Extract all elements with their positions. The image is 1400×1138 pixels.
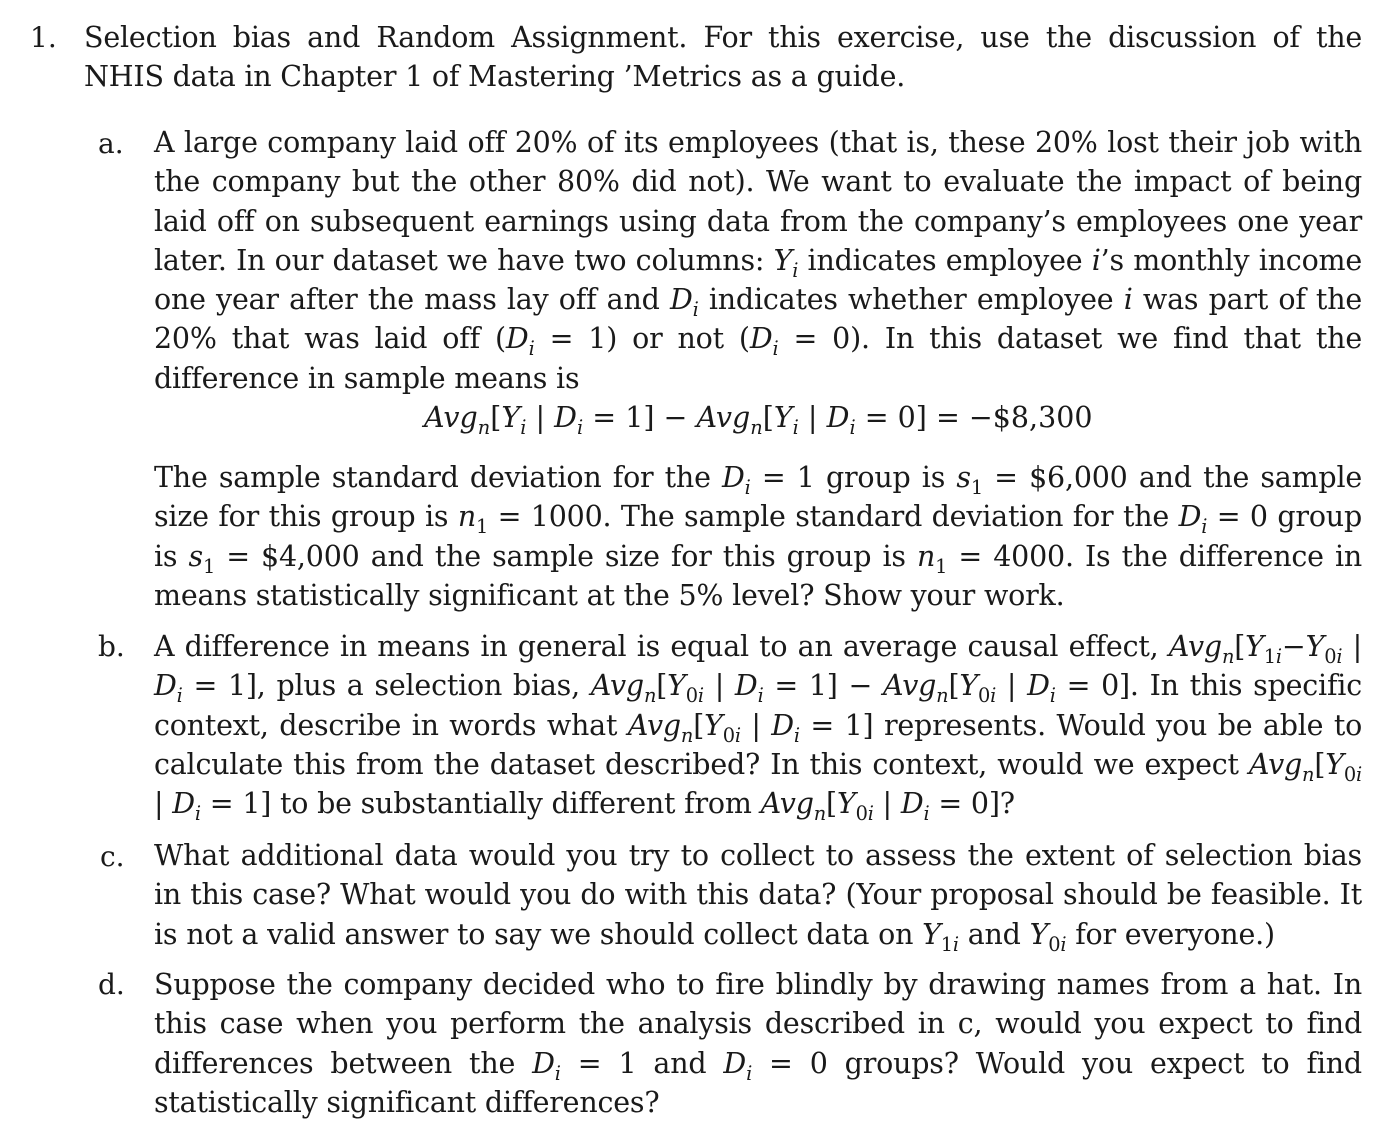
problem-number: 1.: [30, 21, 57, 54]
n2-value: 4000: [993, 539, 1065, 573]
problem-intro-text: For this exercise, use the discussion of the NHIS data in Chapter 1 of Mastering ’Metrics as a guide.: [84, 21, 1363, 94]
part-a-label: a.: [98, 127, 124, 160]
part-b-text: A difference in means in general is equal to an average causal effect, $Avg_n[Y_{1i}-Y_{0i}$ | $D_i = 1$], plus a selection bias, $Avg_n[Y_{0i}$ | $D_i = 1] - Avg_n[Y_{0i}$ | $D_i = 0$]. In this specific context, describe in words what $Avg_n[Y_{0i}$ | $D_i = 1$] represents. Would you be able to calculate this from the dataset described? In this context, would we expect $Avg_n[Y_{0i}$ | $D_i = 1$] to be substantially different from $Avg_n[Y_{0i}$ | $D_i = 0$]?: [154, 630, 1363, 825]
part-c-label: c.: [100, 840, 125, 873]
part-a-stats-text: The sample standard deviation for the $D_i = 1$ group is $s_1$ = $6,000 and the sample size for this group is $n_1 = 1000$. The sample standard deviation for the $D_i = 0$ group is $s_1$ = $4,000 and the sample size for this group is $n_1 = 4000$. Is the difference in means statistically significant at the 5% level? Show your work.: [154, 461, 1363, 612]
s2-value: $4,000: [261, 539, 360, 573]
problem-intro: [84, 18, 1362, 97]
part-c-text: What additional data would you try to collect to assess the extent of selection bias in this case? What would you do with this data? (Your proposal should be feasible. It is not a valid answer to say we should collect data on $Y_{1i}$ and $Y_{0i}$ for everyone.): [154, 839, 1362, 956]
part-b-label: b.: [98, 630, 125, 663]
part-d-text: Suppose the company decided who to fire blindly by drawing names from a hat. In this case when you perform the analysis described in c, would you expect to find differences between the $D_i = 1$ and $D_i = 0$ groups? Would you expect to find statistically significant differences?: [154, 968, 1362, 1119]
n1-value: 1000: [530, 500, 603, 534]
mean-difference-equation: $Avg_n[Y_i$ | $D_i = 1] - Avg_n[Y_i$ | $D_i = 0$] = −$8,300: [424, 401, 1093, 439]
problem-title: Selection bias and Random Assignment.: [84, 21, 688, 54]
part-d-label: d.: [98, 968, 125, 1001]
part-a-text: A large company laid off 20% of its employees (that is, these 20% lost their job with the company but the other 80% did not). We want to evaluate the impact of being laid off on subsequent earnings using data from the company’s employees one year later. In our dataset we have two columns: $Y_i$ indicates employee i’s monthly income one year after the mass lay off and $D_i$ indicates whether employee i was part of the 20% that was laid off $(D_i = 1)$ or not $(D_i = 0)$. In this dataset we find that the difference in sample means is: [154, 126, 1363, 395]
mean-difference-value: −$8,300: [968, 401, 1093, 434]
s1-value: $6,000: [1029, 461, 1128, 494]
